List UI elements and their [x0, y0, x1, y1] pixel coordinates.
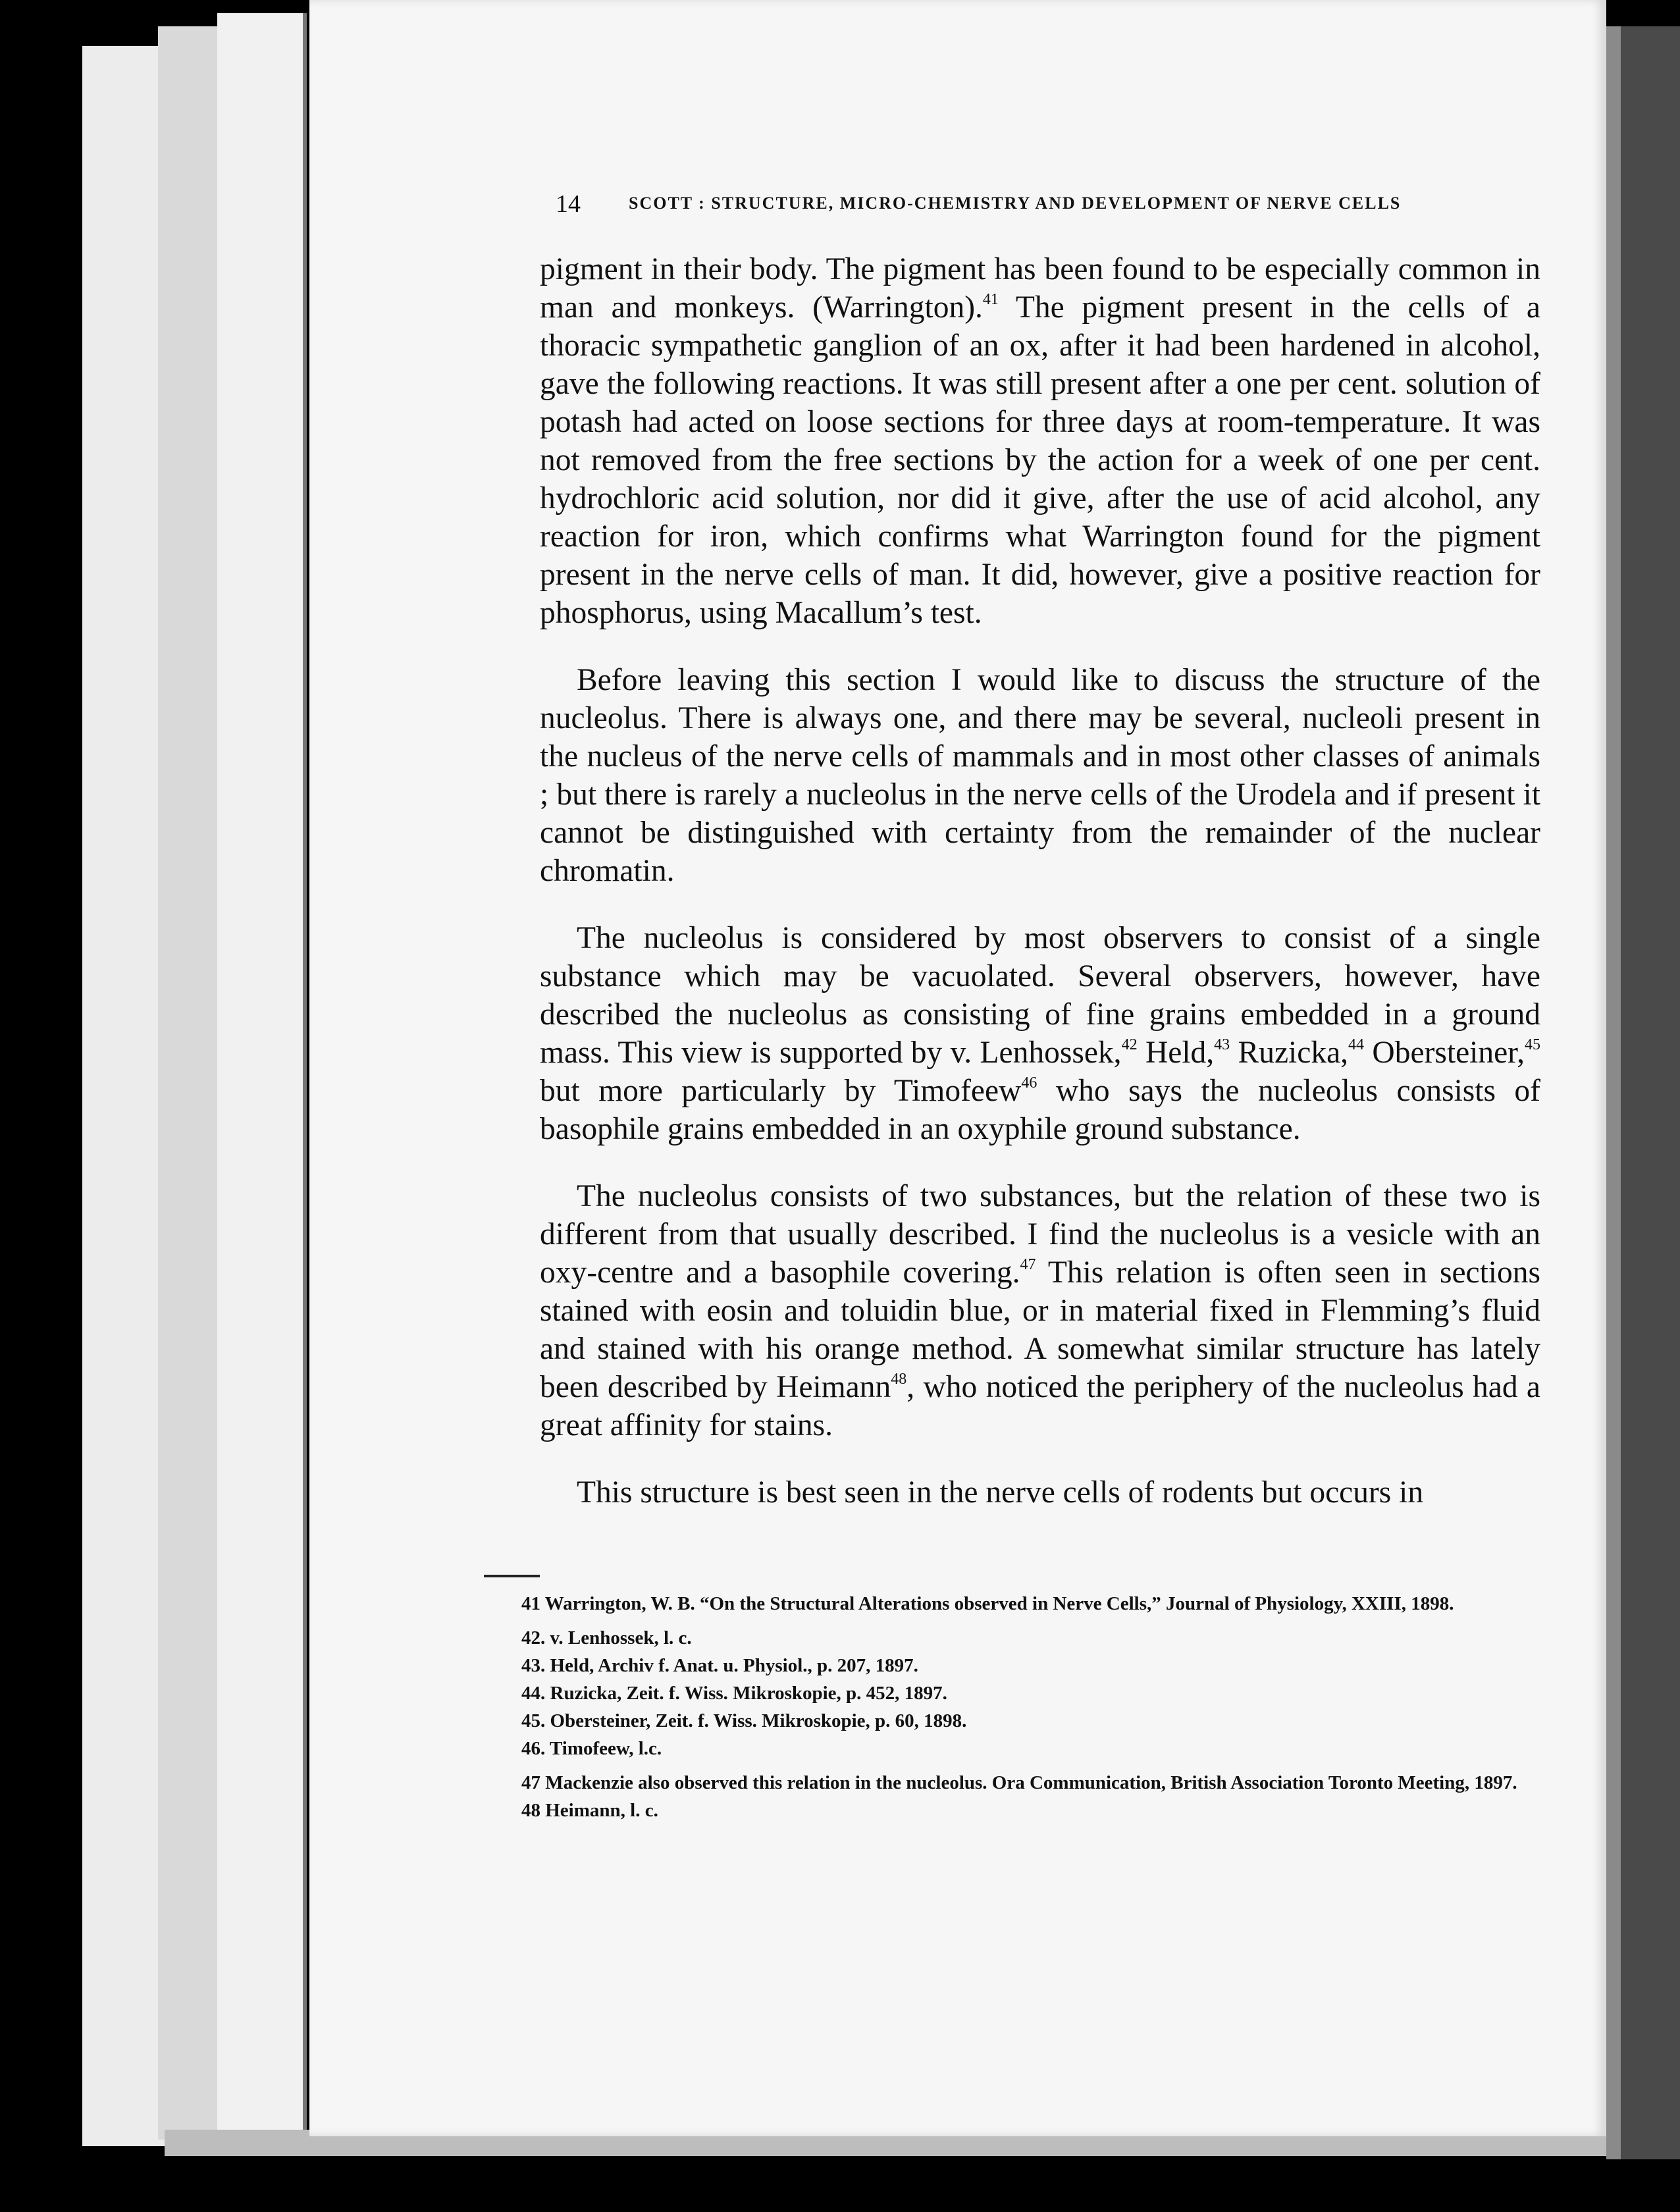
- text-run: Obersteiner,: [1364, 1036, 1525, 1070]
- paragraph: [540, 250, 1540, 632]
- text-run: The nucleolus is considered by most observers to consist of a single substance which may be vacuolated. Several observers, however, have described the nucleolus as consisting of fine grains embedded in a ground mass. This view is supported by v. Lenhossek,: [540, 921, 1540, 1070]
- text-run: Ruzicka,: [1230, 1036, 1349, 1070]
- text-run: Held,: [1137, 1036, 1215, 1070]
- text-run: The nucleolus consists of two substances, but the relation of these two is different from that usually described. I find the nucleolus is a vesicle with an oxy-centre and a basophile covering.: [540, 1179, 1540, 1290]
- footnote-rule: [484, 1575, 540, 1577]
- text-run: , who noticed the periphery of the nucleolus had a great affinity for stains.: [540, 1370, 1540, 1442]
- book-page-edge: [217, 13, 307, 2146]
- page-number: 14: [556, 190, 581, 218]
- footnote-ref: 41: [982, 291, 999, 308]
- paragraph: Before leaving this section I would like to discuss the structure of the nucleolus. There is always one, and there may be several, nucleoli present in the nucleus of the nerve cells of mammals and in most other classes of animals ; but there is rarely a nucleolus in the nerve cells of the Urodela and if present it cannot be distinguished with certainty from the remainder of the nuclear chromatin.: [540, 663, 1540, 888]
- footnote-ref: 48: [891, 1371, 907, 1388]
- paragraph: [540, 1177, 1540, 1444]
- footnote: 45. Obersteiner, Zeit. f. Wiss. Mikroskopie, p. 60, 1898.: [521, 1710, 967, 1731]
- footnotes: [487, 1590, 1540, 1824]
- body-text: [540, 250, 1540, 1526]
- text-run: pigment in their body. The pigment has been found to be especially common in man and monkeys. (Warrington).: [540, 252, 1540, 325]
- running-head-title: SCOTT : STRUCTURE, MICRO-CHEMISTRY AND DEVELOPMENT OF NERVE CELLS: [629, 194, 1402, 213]
- footnote-ref: 42: [1121, 1036, 1138, 1053]
- text-run: but more particularly by Timofeew: [540, 1074, 1022, 1108]
- footnote: 44. Ruzicka, Zeit. f. Wiss. Mikroskopie, p. 452, 1897.: [521, 1683, 947, 1704]
- paragraph: [540, 919, 1540, 1148]
- footnote: 46. Timofeew, l.c.: [521, 1738, 662, 1759]
- footnote-ref: 44: [1348, 1036, 1365, 1053]
- footnote: 42. v. Lenhossek, l. c.: [521, 1627, 692, 1648]
- footnote-ref: 43: [1214, 1036, 1230, 1053]
- book-right-edge: [1606, 26, 1621, 2159]
- footnote: 41 Warrington, W. B. “On the Structural Alterations observed in Nerve Cells,” Journal of Physiology, XXIII, 1898.: [521, 1593, 1454, 1614]
- footnote: 47 Mackenzie also observed this relation in the nucleolus. Ora Communication, British Association Toronto Meeting, 1897.: [521, 1772, 1517, 1793]
- text-run: This relation is often seen in sections stained with eosin and toluidin blue, or in material fixed in Flemming’s fluid and stained with his orange method. A somewhat similar structure has lately been described by Heimann: [540, 1255, 1540, 1404]
- footnote-ref: 45: [1524, 1036, 1540, 1053]
- paragraph: This structure is best seen in the nerve cells of rodents but occurs in: [577, 1475, 1424, 1510]
- running-head: [540, 184, 1540, 224]
- footnote-ref: 46: [1021, 1074, 1037, 1092]
- footnote-ref: 47: [1020, 1256, 1036, 1273]
- footnote: 43. Held, Archiv f. Anat. u. Physiol., p. 207, 1897.: [521, 1655, 918, 1676]
- text-run: who says the nucleolus consists of basophile grains embedded in an oxyphile ground substance.: [540, 1074, 1540, 1146]
- text-run: The pigment present in the cells of a thoracic sympathetic ganglion of an ox, after it had been hardened in alcohol, gave the following reactions. It was still present after a one per cent. solution of potash had acted on loose sections for three days at room-temperature. It was not removed from the free sections by the action for a week of one per cent. hydrochloric acid solution, nor did it give, after the use of acid alcohol, any reaction for iron, which confirms what Warrington found for the pigment present in the nerve cells of man. It did, however, give a positive reaction for phosphorus, using Macallum’s test.: [540, 290, 1540, 630]
- footnote: 48 Heimann, l. c.: [521, 1800, 658, 1821]
